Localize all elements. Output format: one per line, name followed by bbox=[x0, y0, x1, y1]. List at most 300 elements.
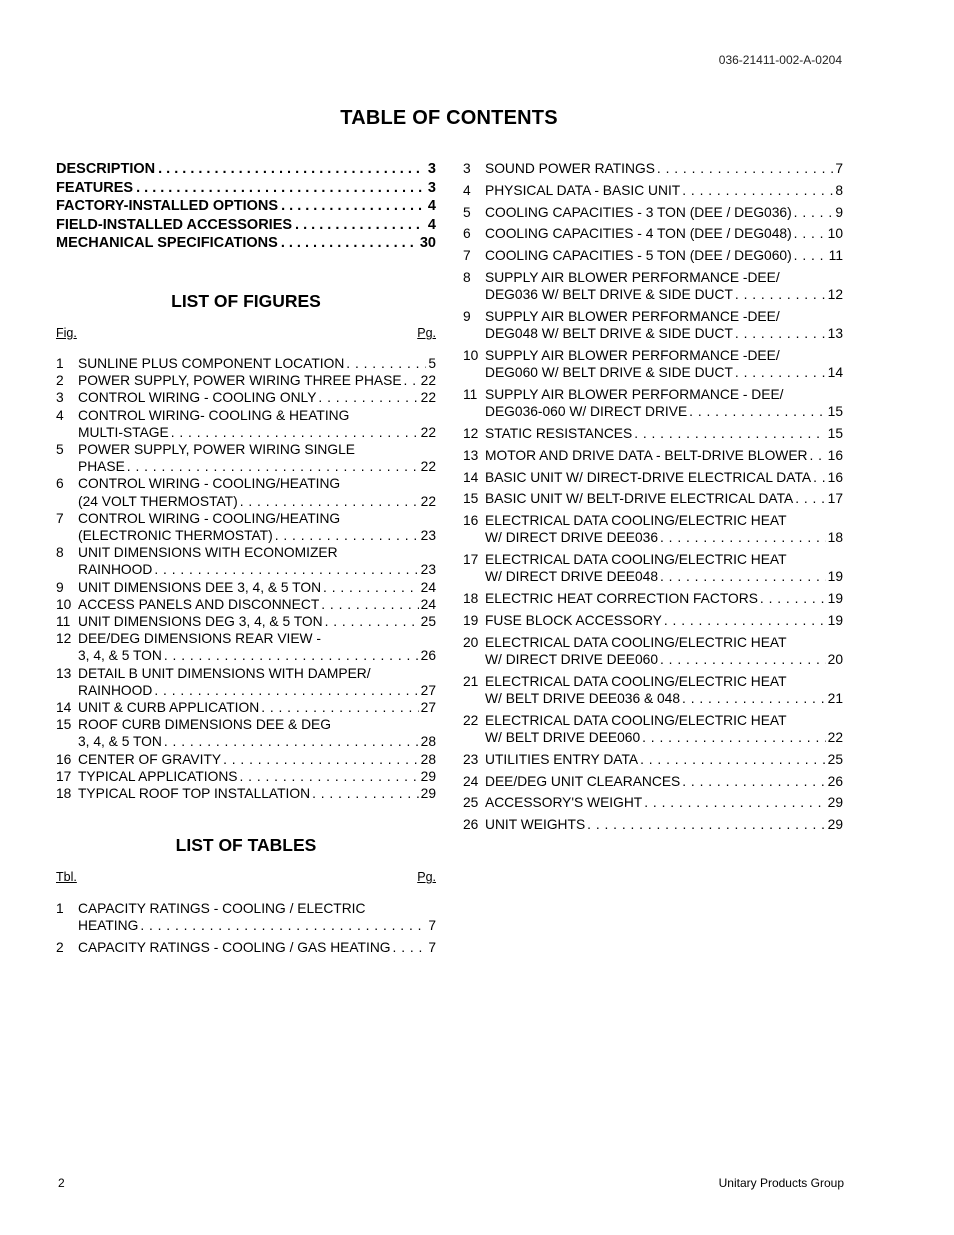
item-title-line: CENTER OF GRAVITY bbox=[78, 751, 222, 767]
item-line bbox=[78, 939, 436, 956]
item-line bbox=[78, 424, 436, 441]
dot-leader bbox=[644, 794, 825, 811]
item-line bbox=[78, 751, 436, 768]
item-line bbox=[485, 712, 843, 729]
item-body bbox=[78, 475, 436, 509]
list-item bbox=[56, 596, 436, 613]
item-body bbox=[485, 751, 843, 768]
item-body bbox=[485, 308, 843, 342]
item-body bbox=[485, 794, 843, 811]
item-title-line: 3, 4, & 5 TON bbox=[78, 648, 162, 664]
dot-leader bbox=[735, 286, 826, 303]
item-line bbox=[78, 647, 436, 664]
dot-leader bbox=[164, 647, 419, 664]
item-number: 13 bbox=[56, 665, 72, 681]
item-line bbox=[485, 568, 843, 585]
item-title-line: DEE/DEG DIMENSIONS REAR VIEW - bbox=[78, 631, 322, 647]
dot-leader bbox=[404, 372, 419, 389]
item-page: 22 bbox=[420, 493, 436, 509]
item-body bbox=[485, 469, 843, 486]
item-title-line: 3, 4, & 5 TON bbox=[78, 734, 162, 750]
item-line bbox=[485, 729, 843, 746]
list-item bbox=[463, 225, 843, 242]
dot-leader bbox=[587, 816, 825, 833]
item-body bbox=[485, 269, 843, 303]
item-number: 15 bbox=[56, 717, 72, 733]
dot-leader bbox=[735, 325, 826, 342]
toc-entry-page: 4 bbox=[427, 198, 436, 215]
list-item bbox=[463, 447, 843, 464]
item-page: 19 bbox=[827, 612, 843, 628]
item-page: 27 bbox=[420, 682, 436, 698]
dot-leader bbox=[154, 682, 418, 699]
item-line bbox=[78, 355, 436, 372]
list-item bbox=[463, 247, 843, 264]
item-line bbox=[485, 634, 843, 651]
figures-column-headers bbox=[56, 326, 436, 340]
list-item bbox=[56, 579, 436, 596]
item-line bbox=[485, 286, 843, 303]
item-title-line: STATIC RESISTANCES bbox=[485, 425, 633, 441]
list-item bbox=[463, 590, 843, 607]
item-line bbox=[485, 269, 843, 286]
list-item bbox=[56, 768, 436, 785]
item-number: 11 bbox=[463, 386, 478, 402]
toc-entry bbox=[56, 197, 436, 216]
dot-leader bbox=[642, 729, 826, 746]
item-page: 29 bbox=[827, 795, 843, 811]
item-body bbox=[78, 665, 436, 699]
list-item bbox=[56, 751, 436, 768]
item-number: 21 bbox=[463, 673, 479, 689]
item-line bbox=[78, 458, 436, 475]
item-title-line: CAPACITY RATINGS - COOLING / GAS HEATING bbox=[78, 940, 391, 956]
item-page: 20 bbox=[827, 651, 843, 667]
item-title-line: UNIT WEIGHTS bbox=[485, 817, 586, 833]
list-item bbox=[463, 347, 843, 381]
dot-leader bbox=[640, 751, 826, 768]
item-line bbox=[78, 407, 436, 424]
item-line bbox=[485, 816, 843, 833]
item-number: 18 bbox=[463, 591, 479, 607]
item-number: 11 bbox=[56, 614, 71, 630]
item-page: 23 bbox=[420, 562, 436, 578]
list-item bbox=[463, 712, 843, 746]
item-number: 9 bbox=[56, 579, 64, 595]
list-item bbox=[463, 182, 843, 199]
item-title-line: ROOF CURB DIMENSIONS DEE & DEG bbox=[78, 717, 331, 733]
list-item bbox=[463, 512, 843, 546]
item-number: 8 bbox=[463, 269, 471, 285]
item-line bbox=[485, 247, 843, 264]
item-line bbox=[485, 612, 843, 629]
item-body bbox=[485, 512, 843, 546]
item-number: 2 bbox=[56, 940, 64, 956]
dot-leader bbox=[735, 364, 826, 381]
item-body bbox=[78, 939, 436, 956]
item-line bbox=[78, 665, 436, 682]
toc-entry-title: FACTORY-INSTALLED OPTIONS bbox=[56, 198, 279, 215]
item-line bbox=[78, 682, 436, 699]
item-body bbox=[78, 900, 436, 934]
item-title-line: BASIC UNIT W/ DIRECT-DRIVE ELECTRICAL DATA bbox=[485, 469, 812, 485]
item-title-line: COOLING CAPACITIES - 5 TON (DEE / DEG060) bbox=[485, 248, 792, 264]
item-title-line: SUNLINE PLUS COMPONENT LOCATION bbox=[78, 355, 345, 371]
item-body bbox=[485, 160, 843, 177]
item-title-line: HEATING bbox=[78, 918, 139, 934]
item-title-line: CAPACITY RATINGS - COOLING / ELECTRIC bbox=[78, 901, 366, 917]
tables-column-headers bbox=[56, 870, 436, 884]
list-of-figures-heading: LIST OF FIGURES bbox=[171, 290, 321, 311]
dot-leader bbox=[164, 733, 419, 750]
item-number: 17 bbox=[463, 552, 479, 568]
item-title-line: POWER SUPPLY, POWER WIRING SINGLE bbox=[78, 441, 356, 457]
list-item bbox=[56, 407, 436, 441]
item-number: 7 bbox=[56, 510, 64, 526]
dot-leader bbox=[794, 247, 827, 264]
item-line bbox=[78, 917, 436, 934]
item-number: 19 bbox=[463, 612, 479, 628]
item-number: 12 bbox=[56, 631, 72, 647]
list-item bbox=[56, 900, 436, 934]
item-line bbox=[485, 651, 843, 668]
item-number: 17 bbox=[56, 768, 72, 784]
list-item bbox=[56, 441, 436, 475]
item-number: 10 bbox=[463, 347, 479, 363]
item-title-line: SUPPLY AIR BLOWER PERFORMANCE - DEE/ bbox=[485, 386, 784, 402]
item-page: 22 bbox=[420, 459, 436, 475]
item-title-line: CONTROL WIRING - COOLING/HEATING bbox=[78, 476, 341, 492]
list-item bbox=[56, 510, 436, 544]
item-title-line: ELECTRICAL DATA COOLING/ELECTRIC HEAT bbox=[485, 673, 787, 689]
item-title-line: CONTROL WIRING - COOLING ONLY bbox=[78, 390, 317, 406]
dot-leader bbox=[281, 234, 417, 253]
item-title-line: POWER SUPPLY, POWER WIRING THREE PHASE bbox=[78, 373, 402, 389]
list-item bbox=[463, 612, 843, 629]
item-number: 7 bbox=[463, 248, 471, 264]
item-line bbox=[485, 160, 843, 177]
list-item bbox=[56, 716, 436, 750]
item-title-line: DEG036-060 W/ DIRECT DRIVE bbox=[485, 404, 688, 420]
item-title-line: MOTOR AND DRIVE DATA - BELT-DRIVE BLOWER bbox=[485, 447, 808, 463]
dot-leader bbox=[295, 216, 425, 235]
item-page: 15 bbox=[827, 425, 843, 441]
item-page: 19 bbox=[827, 569, 843, 585]
item-line bbox=[485, 529, 843, 546]
item-line bbox=[485, 751, 843, 768]
item-page: 11 bbox=[828, 248, 843, 264]
item-line bbox=[78, 475, 436, 492]
dot-leader bbox=[682, 182, 833, 199]
item-page: 24 bbox=[420, 596, 436, 612]
item-page: 9 bbox=[835, 204, 843, 220]
item-page: 25 bbox=[827, 751, 843, 767]
item-body bbox=[485, 247, 843, 264]
item-number: 26 bbox=[463, 817, 479, 833]
item-line bbox=[485, 590, 843, 607]
list-item bbox=[56, 372, 436, 389]
item-body bbox=[78, 510, 436, 544]
item-page: 28 bbox=[420, 751, 436, 767]
item-number: 2 bbox=[56, 373, 64, 389]
item-page: 19 bbox=[827, 591, 843, 607]
item-page: 13 bbox=[827, 326, 843, 342]
item-page: 18 bbox=[827, 530, 843, 546]
item-body bbox=[78, 389, 436, 406]
item-title-line: W/ DIRECT DRIVE DEE036 bbox=[485, 530, 659, 546]
list-item bbox=[463, 469, 843, 486]
dot-leader bbox=[660, 529, 826, 546]
item-body bbox=[78, 407, 436, 441]
page-number: 2 bbox=[58, 1176, 65, 1190]
item-page: 26 bbox=[827, 773, 843, 789]
item-line bbox=[78, 699, 436, 716]
item-body bbox=[78, 372, 436, 389]
page-column-header: Pg. bbox=[417, 870, 436, 885]
item-line bbox=[485, 551, 843, 568]
dot-leader bbox=[813, 469, 826, 486]
item-title-line: UNIT & CURB APPLICATION bbox=[78, 700, 260, 716]
item-title-line: CONTROL WIRING - COOLING/HEATING bbox=[78, 510, 341, 526]
item-number: 23 bbox=[463, 751, 479, 767]
item-number: 6 bbox=[463, 226, 471, 242]
list-of-tables-heading: LIST OF TABLES bbox=[175, 835, 317, 856]
dot-leader bbox=[323, 579, 419, 596]
left-column bbox=[56, 160, 436, 961]
footer-company: Unitary Products Group bbox=[718, 1176, 844, 1190]
dot-leader bbox=[393, 939, 427, 956]
item-body bbox=[78, 785, 436, 802]
list-item bbox=[463, 204, 843, 221]
item-page: 16 bbox=[827, 469, 843, 485]
item-number: 5 bbox=[463, 204, 471, 220]
item-body bbox=[485, 447, 843, 464]
item-title-line: UTILITIES ENTRY DATA bbox=[485, 751, 639, 767]
list-item bbox=[56, 939, 436, 956]
list-item bbox=[56, 785, 436, 802]
item-body bbox=[485, 347, 843, 381]
dot-leader bbox=[240, 493, 419, 510]
item-body bbox=[485, 773, 843, 790]
item-page: 15 bbox=[827, 404, 843, 420]
item-title-line: COOLING CAPACITIES - 3 TON (DEE / DEG036) bbox=[485, 204, 792, 220]
item-title-line: ELECTRICAL DATA COOLING/ELECTRIC HEAT bbox=[485, 552, 787, 568]
dot-leader bbox=[140, 917, 426, 934]
item-line bbox=[485, 447, 843, 464]
item-page: 22 bbox=[420, 373, 436, 389]
toc-entry-title: DESCRIPTION bbox=[56, 161, 156, 177]
item-number: 25 bbox=[463, 795, 479, 811]
dot-leader bbox=[158, 160, 425, 179]
item-line bbox=[78, 579, 436, 596]
item-title-line: DETAIL B UNIT DIMENSIONS WITH DAMPER/ bbox=[78, 665, 371, 681]
item-title-line: COOLING CAPACITIES - 4 TON (DEE / DEG048) bbox=[485, 226, 792, 242]
item-body bbox=[485, 204, 843, 221]
dot-leader bbox=[634, 425, 825, 442]
dot-leader bbox=[321, 596, 418, 613]
toc-entry bbox=[56, 179, 436, 198]
item-body bbox=[485, 182, 843, 199]
item-page: 27 bbox=[420, 700, 436, 716]
item-title-line: ELECTRIC HEAT CORRECTION FACTORS bbox=[485, 591, 758, 607]
list-item bbox=[463, 794, 843, 811]
dot-leader bbox=[682, 690, 826, 707]
item-body bbox=[485, 386, 843, 420]
item-page: 7 bbox=[835, 161, 843, 176]
item-line bbox=[78, 441, 436, 458]
item-page: 5 bbox=[428, 355, 436, 371]
item-body bbox=[78, 630, 436, 664]
item-title-line: ELECTRICAL DATA COOLING/ELECTRIC HEAT bbox=[485, 634, 787, 650]
item-page: 29 bbox=[827, 817, 843, 833]
list-item bbox=[463, 634, 843, 668]
item-page: 8 bbox=[835, 182, 843, 198]
item-page: 21 bbox=[827, 690, 843, 706]
item-line bbox=[78, 900, 436, 917]
tables-list-continued bbox=[463, 160, 843, 833]
item-page: 23 bbox=[420, 528, 436, 543]
item-number: 22 bbox=[463, 712, 479, 728]
item-body bbox=[78, 716, 436, 750]
item-number: 8 bbox=[56, 545, 64, 561]
tables-list bbox=[56, 900, 436, 956]
item-title-line: UNIT DIMENSIONS DEE 3, 4, & 5 TON bbox=[78, 579, 322, 595]
dot-leader bbox=[660, 651, 826, 668]
item-page: 22 bbox=[827, 729, 843, 745]
item-line bbox=[485, 403, 843, 420]
item-title-line: DEG036 W/ BELT DRIVE & SIDE DUCT bbox=[485, 287, 733, 303]
list-item bbox=[56, 613, 436, 630]
item-number: 6 bbox=[56, 476, 64, 492]
dot-leader bbox=[795, 490, 825, 507]
item-body bbox=[78, 355, 436, 372]
item-number: 13 bbox=[463, 447, 479, 463]
item-line bbox=[485, 347, 843, 364]
item-body bbox=[78, 596, 436, 613]
item-number: 14 bbox=[463, 469, 479, 485]
item-title-line: PHYSICAL DATA - BASIC UNIT bbox=[485, 182, 681, 198]
item-number: 3 bbox=[463, 161, 471, 176]
dot-leader bbox=[171, 424, 419, 441]
dot-leader bbox=[312, 785, 419, 802]
page-column-header: Pg. bbox=[417, 325, 436, 340]
item-body bbox=[78, 544, 436, 578]
toc-entry-page: 30 bbox=[419, 235, 436, 252]
toc-entry-page: 4 bbox=[427, 216, 436, 233]
item-line bbox=[485, 325, 843, 342]
item-page: 29 bbox=[420, 786, 436, 802]
item-page: 26 bbox=[420, 648, 436, 664]
item-line bbox=[78, 544, 436, 561]
item-title-line: PHASE bbox=[78, 459, 125, 475]
dot-leader bbox=[657, 160, 833, 177]
dot-leader bbox=[318, 389, 418, 406]
list-item bbox=[56, 699, 436, 716]
item-page: 12 bbox=[827, 287, 843, 303]
item-line bbox=[485, 386, 843, 403]
item-title-line: (ELECTRONIC THERMOSTAT) bbox=[78, 528, 273, 543]
item-title-line: ACCESSORY'S WEIGHT bbox=[485, 795, 643, 811]
item-body bbox=[485, 425, 843, 442]
item-page: 14 bbox=[827, 365, 843, 381]
dot-leader bbox=[136, 179, 425, 198]
dot-leader bbox=[660, 568, 826, 585]
item-number: 24 bbox=[463, 773, 479, 789]
item-page: 25 bbox=[420, 614, 436, 630]
item-body bbox=[485, 673, 843, 707]
dot-leader bbox=[261, 699, 418, 716]
fig-column-header: Fig. bbox=[56, 325, 77, 340]
item-line bbox=[485, 308, 843, 325]
toc-entry bbox=[56, 216, 436, 235]
item-title-line: CONTROL WIRING- COOLING & HEATING bbox=[78, 407, 350, 423]
item-line bbox=[485, 225, 843, 242]
list-item bbox=[56, 355, 436, 372]
item-title-line: DEG060 W/ BELT DRIVE & SIDE DUCT bbox=[485, 365, 733, 381]
item-title-line: ACCESS PANELS AND DISCONNECT bbox=[78, 596, 320, 612]
tbl-column-header: Tbl. bbox=[56, 870, 77, 885]
item-page: 7 bbox=[428, 940, 436, 956]
item-number: 14 bbox=[56, 700, 72, 716]
dot-leader bbox=[154, 561, 418, 578]
item-number: 10 bbox=[56, 596, 72, 612]
item-title-line: FUSE BLOCK ACCESSORY bbox=[485, 612, 662, 628]
toc-entry bbox=[56, 234, 436, 253]
item-title-line: SUPPLY AIR BLOWER PERFORMANCE -DEE/ bbox=[485, 269, 780, 285]
dot-leader bbox=[682, 773, 825, 790]
toc-entry-title: MECHANICAL SPECIFICATIONS bbox=[56, 235, 278, 252]
item-body bbox=[485, 712, 843, 746]
dot-leader bbox=[239, 768, 418, 785]
dot-leader bbox=[325, 613, 419, 630]
item-body bbox=[485, 551, 843, 585]
item-number: 1 bbox=[56, 901, 64, 917]
item-body bbox=[78, 768, 436, 785]
list-item bbox=[56, 665, 436, 699]
toc-entry-page: 3 bbox=[427, 161, 436, 177]
item-line bbox=[485, 690, 843, 707]
item-title-line: MULTI-STAGE bbox=[78, 424, 169, 440]
item-body bbox=[485, 590, 843, 607]
toc-entry bbox=[56, 160, 436, 179]
item-body bbox=[485, 612, 843, 629]
item-line bbox=[78, 389, 436, 406]
item-title-line: W/ BELT DRIVE DEE060 bbox=[485, 729, 641, 745]
item-number: 3 bbox=[56, 390, 64, 406]
item-number: 16 bbox=[463, 513, 479, 529]
item-number: 5 bbox=[56, 441, 64, 457]
item-line bbox=[78, 768, 436, 785]
dot-leader bbox=[810, 447, 826, 464]
item-title-line: (24 VOLT THERMOSTAT) bbox=[78, 493, 238, 509]
item-number: 20 bbox=[463, 634, 479, 650]
item-page: 24 bbox=[420, 579, 436, 595]
item-page: 16 bbox=[827, 447, 843, 463]
dot-leader bbox=[281, 197, 425, 216]
item-line bbox=[485, 490, 843, 507]
item-line bbox=[78, 716, 436, 733]
dot-leader bbox=[127, 458, 419, 475]
item-title-line: SUPPLY AIR BLOWER PERFORMANCE -DEE/ bbox=[485, 347, 780, 363]
dot-leader bbox=[689, 403, 825, 420]
page-title: TABLE OF CONTENTS bbox=[340, 107, 558, 129]
item-line bbox=[78, 527, 436, 544]
item-page: 29 bbox=[420, 768, 436, 784]
item-line bbox=[485, 204, 843, 221]
item-body bbox=[78, 751, 436, 768]
toc-entry-page: 3 bbox=[427, 179, 436, 196]
item-page: 17 bbox=[827, 491, 843, 507]
